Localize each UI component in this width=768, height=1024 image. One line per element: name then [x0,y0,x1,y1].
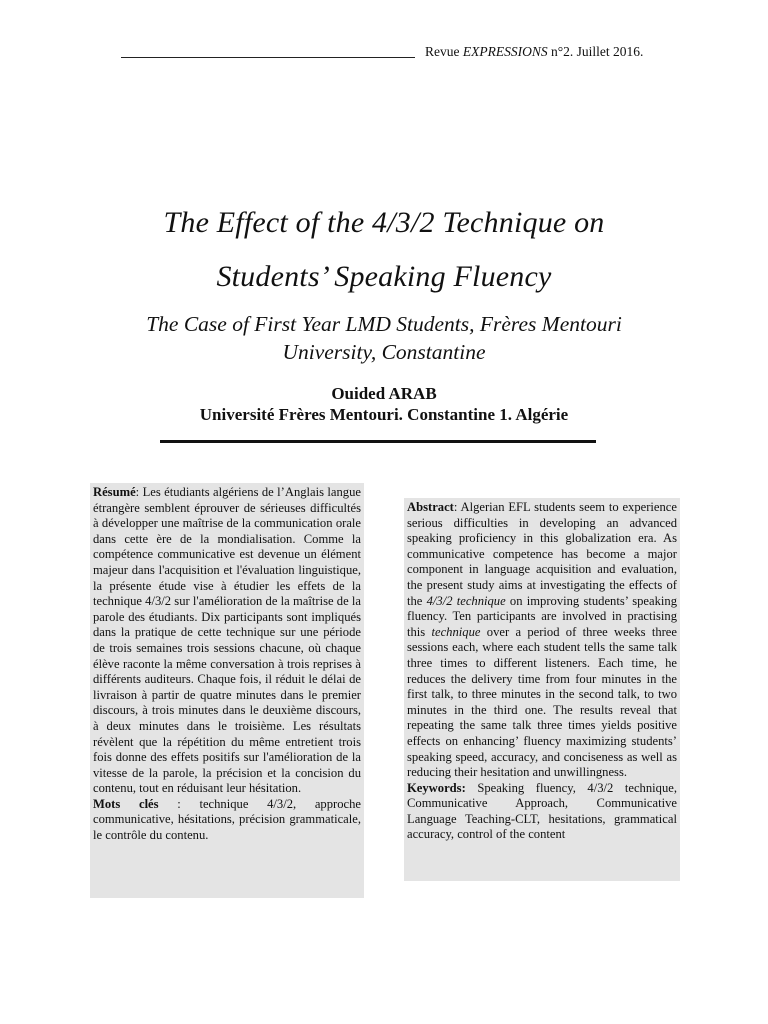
abstract-italic-technique-2: technique [431,624,481,639]
resume-box [90,483,364,898]
abstract-keywords [407,781,677,843]
resume-keywords-text: : technique 4/3/2, approche communicative, hésitations, précision grammaticale, le contrôle du contenu. [93,796,361,843]
abstract-keywords-text: Speaking fluency, 4/3/2 technique, Communicative Approach, Communicative Language Teaching-CLT, hesitations, grammatical accuracy, control of the content [407,780,677,842]
abstract-label: Abstract [407,500,454,514]
resume-keywords [93,797,361,844]
resume-paragraph [93,485,361,797]
title-line-1: The Effect of the 4/3/2 Technique on [163,206,605,239]
header-rule [121,57,415,58]
paper-subtitle [80,310,688,366]
journal-issue: n°2. Juillet 2016. [547,44,644,59]
abstract-text-b: on improving students’ speaking fluency. Ten participants are involved in practising this [407,593,677,639]
title-line-2: Students’ Speaking Fluency [216,260,552,293]
resume-text: : Les étudiants algériens de l’Anglais langue étrangère semblent éprouver de sérieuses difficultés à développer une maîtrise de la communication orale dans cette ère de la mondialisation. Comme la compétence communicative est devenue un élément majeur dans l'acquisition et l'évaluation linguistique, la présente étude vise à étudier les effets de la technique 4/3/2 sur l'amélioration de la maîtrise de la parole des étudiants. Dix participants sont impliqués dans la pratique de cette technique sur une période de trois semaines trois sessions chacune, où chaque élève raconte la même conversation à trois reprises à différents auditeurs. Chaque fois, il réduit le délai de livraison à partir de quatre minutes dans le premier discours, à trois minutes dans le deuxième discours, à deux minutes dans le troisième. Les résultats révèlent que la répétition du même entretient trois fois donne des effets positifs sur l'amélioration de la vitesse de la parole, la précision et la concision du contenu, tout en réduisant leur hésitation. [93,485,361,796]
abstract-keywords-label: Keywords: [407,780,466,795]
resume-keywords-label: Mots clés [93,796,159,811]
author-affiliation: Université Frères Mentouri. Constantine 1. Algérie [199,405,569,424]
title-divider [160,440,596,443]
abstract-text-a: : Algerian EFL students seem to experience serious difficulties in developing an advanced speaking proficiency in this globalization era. As communicative competence has become a major component in language acquisition and evaluation, the present study aims at investigating the effects of the [407,500,677,608]
abstract-paragraph [407,500,677,781]
journal-citation [425,44,643,60]
subtitle-line-2: University, Constantine [282,340,486,364]
abstract-text-c: over a period of three weeks three sessions each, where each student tells the same talk three times to different listeners. Each time, he reduces the delivery time from four minutes in the first talk, to three minutes in the second talk, to two minutes in the third one. The results reveal that repeating the same talk three times yields positive effects on enhancing’ fluency maximizing students’ speaking speed, accuracy, and conciseness as well as reducing their hesitation and unwillingness. [407,624,677,780]
author-name: Ouided ARAB [331,384,437,403]
resume-label: Résumé [93,485,136,499]
abstract-box [404,498,680,881]
subtitle-line-1: The Case of First Year LMD Students, Frères Mentouri [146,312,622,336]
journal-prefix: Revue [425,44,463,59]
paper-title [0,196,768,304]
journal-name: EXPRESSIONS [462,44,548,59]
abstract-italic-technique: 4/3/2 technique [426,593,506,608]
running-header [0,44,768,64]
